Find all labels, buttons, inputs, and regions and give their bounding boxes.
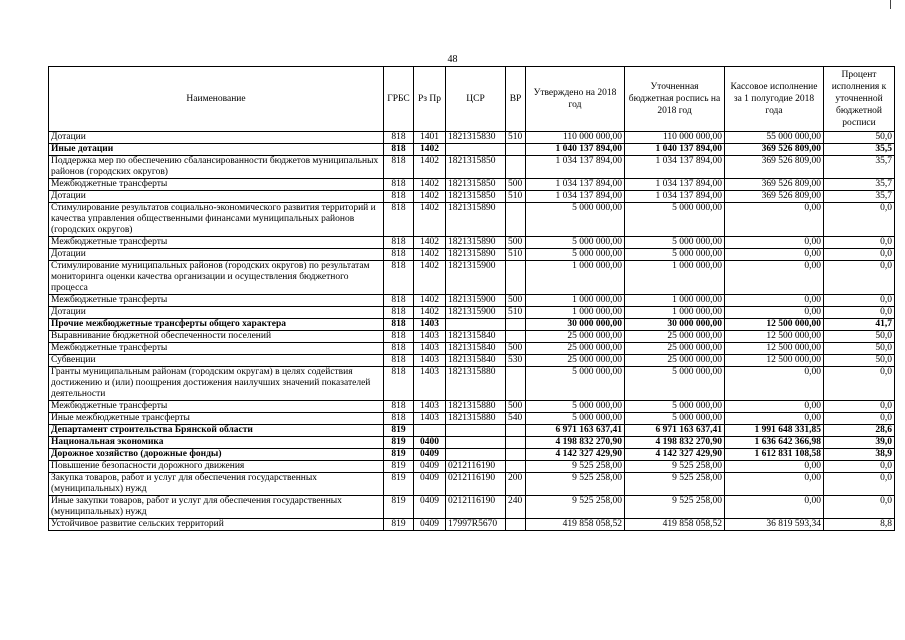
cell-name: Межбюджетные трансферты <box>49 237 384 249</box>
cell-percent: 0,0 <box>824 295 895 307</box>
cell-percent: 50,0 <box>824 343 895 355</box>
cell-refined: 5 000 000,00 <box>625 413 725 425</box>
cell-refined: 1 034 137 894,00 <box>625 179 725 191</box>
cell-refined: 1 000 000,00 <box>625 295 725 307</box>
cell-csr: 1821315840 <box>446 331 506 343</box>
cell-name: Прочие межбюджетные трансферты общего характера <box>49 319 384 331</box>
cell-cash: 0,00 <box>725 367 824 401</box>
cell-rzpr: 1402 <box>414 191 446 203</box>
cell-percent: 35,5 <box>824 144 895 156</box>
cell-grbs: 818 <box>384 367 414 401</box>
table-row <box>49 261 895 295</box>
cell-csr <box>446 144 506 156</box>
cell-name: Департамент строительства Брянской области <box>49 425 384 437</box>
cell-refined: 25 000 000,00 <box>625 331 725 343</box>
cell-approved: 5 000 000,00 <box>526 249 625 261</box>
cell-percent: 39,0 <box>824 437 895 449</box>
cell-approved: 4 198 832 270,90 <box>526 437 625 449</box>
cell-name: Закупка товаров, работ и услуг для обеспечения государственных (муниципальных) нужд <box>49 473 384 496</box>
cell-approved: 25 000 000,00 <box>526 343 625 355</box>
header-refined: Уточненная бюджетная роспись на 2018 год <box>625 67 725 132</box>
cell-percent: 0,0 <box>824 473 895 496</box>
cell-refined: 4 142 327 429,90 <box>625 449 725 461</box>
cell-rzpr: 1403 <box>414 319 446 331</box>
cell-grbs: 819 <box>384 519 414 531</box>
header-approved: Утверждено на 2018 год <box>526 67 625 132</box>
cell-refined: 4 198 832 270,90 <box>625 437 725 449</box>
cell-approved: 5 000 000,00 <box>526 367 625 401</box>
cell-name: Национальная экономика <box>49 437 384 449</box>
cell-grbs: 818 <box>384 144 414 156</box>
cell-grbs: 818 <box>384 319 414 331</box>
cell-csr: 1821315850 <box>446 191 506 203</box>
header-name: Наименование <box>49 67 384 132</box>
cell-grbs: 819 <box>384 496 414 519</box>
cell-vr: 200 <box>506 473 526 496</box>
cell-approved: 1 034 137 894,00 <box>526 179 625 191</box>
cell-percent: 0,0 <box>824 401 895 413</box>
table-row <box>49 331 895 343</box>
cell-vr: 510 <box>506 132 526 144</box>
cell-grbs: 818 <box>384 237 414 249</box>
cell-vr <box>506 449 526 461</box>
cell-percent: 0,0 <box>824 237 895 249</box>
cell-cash: 0,00 <box>725 461 824 473</box>
cell-vr: 540 <box>506 413 526 425</box>
cell-vr: 500 <box>506 343 526 355</box>
cell-grbs: 818 <box>384 249 414 261</box>
cell-approved: 1 034 137 894,00 <box>526 156 625 179</box>
cell-percent: 35,7 <box>824 191 895 203</box>
cell-name: Дотации <box>49 307 384 319</box>
table-row <box>49 156 895 179</box>
cell-csr: 1821315900 <box>446 295 506 307</box>
cell-rzpr: 1403 <box>414 401 446 413</box>
table-row <box>49 355 895 367</box>
cell-refined: 1 000 000,00 <box>625 307 725 319</box>
cell-vr <box>506 437 526 449</box>
header-vr: ВР <box>506 67 526 132</box>
cell-percent: 0,0 <box>824 203 895 237</box>
cell-grbs: 818 <box>384 413 414 425</box>
cell-name: Межбюджетные трансферты <box>49 295 384 307</box>
table-row <box>49 473 895 496</box>
cell-cash: 12 500 000,00 <box>725 355 824 367</box>
cell-cash: 12 500 000,00 <box>725 331 824 343</box>
cell-vr <box>506 461 526 473</box>
cell-grbs: 818 <box>384 355 414 367</box>
cell-csr: 1821315890 <box>446 237 506 249</box>
cell-name: Иные межбюджетные трансферты <box>49 413 384 425</box>
cell-refined: 1 034 137 894,00 <box>625 191 725 203</box>
cell-rzpr: 0400 <box>414 437 446 449</box>
cell-name: Гранты муниципальным районам (городским округам) в целях содействия достижению и (или) поощрения достижения наилучших значений показателей деятельности <box>49 367 384 401</box>
cell-rzpr: 1403 <box>414 343 446 355</box>
header-percent: Процент исполнения к уточненной бюджетной росписи <box>824 67 895 132</box>
cell-vr <box>506 156 526 179</box>
cell-approved: 5 000 000,00 <box>526 237 625 249</box>
cell-csr: 1821315900 <box>446 307 506 319</box>
cell-cash: 0,00 <box>725 295 824 307</box>
cell-csr: 0212116190 <box>446 496 506 519</box>
table-row <box>49 461 895 473</box>
cell-percent: 50,0 <box>824 331 895 343</box>
cell-name: Дорожное хозяйство (дорожные фонды) <box>49 449 384 461</box>
cell-refined: 419 858 058,52 <box>625 519 725 531</box>
cell-csr: 1821315880 <box>446 367 506 401</box>
cell-name: Иные дотации <box>49 144 384 156</box>
cell-cash: 55 000 000,00 <box>725 132 824 144</box>
cell-name: Дотации <box>49 249 384 261</box>
cell-refined: 5 000 000,00 <box>625 237 725 249</box>
cell-vr <box>506 425 526 437</box>
table-row <box>49 437 895 449</box>
cell-refined: 1 000 000,00 <box>625 261 725 295</box>
cell-vr <box>506 331 526 343</box>
cell-rzpr: 1402 <box>414 295 446 307</box>
cell-vr: 510 <box>506 249 526 261</box>
cell-percent: 50,0 <box>824 132 895 144</box>
cell-approved: 419 858 058,52 <box>526 519 625 531</box>
cell-csr <box>446 425 506 437</box>
table-row <box>49 519 895 531</box>
page-number: 48 <box>447 54 458 65</box>
cell-cash: 0,00 <box>725 473 824 496</box>
cell-approved: 1 000 000,00 <box>526 307 625 319</box>
table-row <box>49 449 895 461</box>
cell-approved: 6 971 163 637,41 <box>526 425 625 437</box>
cell-vr: 500 <box>506 401 526 413</box>
table-row <box>49 249 895 261</box>
cell-cash: 1 636 642 366,98 <box>725 437 824 449</box>
cell-grbs: 819 <box>384 461 414 473</box>
cell-csr <box>446 437 506 449</box>
table-row <box>49 343 895 355</box>
cell-cash: 0,00 <box>725 249 824 261</box>
table-row <box>49 295 895 307</box>
table-row <box>49 307 895 319</box>
cell-cash: 0,00 <box>725 413 824 425</box>
cell-csr: 1821315900 <box>446 261 506 295</box>
header-cash: Кассовое исполнение за 1 полугодие 2018 года <box>725 67 824 132</box>
cell-percent: 0,0 <box>824 261 895 295</box>
cell-rzpr: 1401 <box>414 132 446 144</box>
table-row <box>49 203 895 237</box>
cell-percent: 50,0 <box>824 355 895 367</box>
cell-rzpr: 1403 <box>414 355 446 367</box>
cell-vr: 500 <box>506 237 526 249</box>
cell-refined: 9 525 258,00 <box>625 473 725 496</box>
cell-percent: 8,8 <box>824 519 895 531</box>
cell-approved: 5 000 000,00 <box>526 413 625 425</box>
cell-approved: 1 000 000,00 <box>526 261 625 295</box>
cell-rzpr: 0409 <box>414 496 446 519</box>
cell-csr: 0212116190 <box>446 473 506 496</box>
cell-vr <box>506 261 526 295</box>
cell-cash: 1 991 648 331,85 <box>725 425 824 437</box>
table-row <box>49 179 895 191</box>
cell-name: Устойчивое развитие сельских территорий <box>49 519 384 531</box>
cell-approved: 5 000 000,00 <box>526 401 625 413</box>
cell-approved: 9 525 258,00 <box>526 473 625 496</box>
cell-vr <box>506 144 526 156</box>
cell-name: Повышение безопасности дорожного движения <box>49 461 384 473</box>
cell-vr <box>506 203 526 237</box>
cell-cash: 0,00 <box>725 307 824 319</box>
table-row <box>49 413 895 425</box>
cell-name: Межбюджетные трансферты <box>49 401 384 413</box>
cell-name: Межбюджетные трансферты <box>49 179 384 191</box>
table-header-row <box>49 67 895 132</box>
cell-name: Выравнивание бюджетной обеспеченности поселений <box>49 331 384 343</box>
cell-refined: 5 000 000,00 <box>625 249 725 261</box>
cell-grbs: 818 <box>384 203 414 237</box>
cell-refined: 5 000 000,00 <box>625 203 725 237</box>
cell-vr: 500 <box>506 179 526 191</box>
cell-cash: 36 819 593,34 <box>725 519 824 531</box>
table-row <box>49 319 895 331</box>
cell-csr: 1821315850 <box>446 179 506 191</box>
cell-vr: 510 <box>506 307 526 319</box>
cell-cash: 12 500 000,00 <box>725 343 824 355</box>
cell-rzpr: 1403 <box>414 367 446 401</box>
cell-approved: 25 000 000,00 <box>526 331 625 343</box>
cell-grbs: 818 <box>384 343 414 355</box>
cell-cash: 369 526 809,00 <box>725 179 824 191</box>
cell-refined: 1 034 137 894,00 <box>625 156 725 179</box>
table-row <box>49 425 895 437</box>
cell-refined: 30 000 000,00 <box>625 319 725 331</box>
cell-refined: 1 040 137 894,00 <box>625 144 725 156</box>
cell-name: Межбюджетные трансферты <box>49 343 384 355</box>
cell-approved: 30 000 000,00 <box>526 319 625 331</box>
cell-grbs: 818 <box>384 132 414 144</box>
cell-rzpr: 1402 <box>414 237 446 249</box>
cell-rzpr: 0409 <box>414 519 446 531</box>
cell-grbs: 818 <box>384 179 414 191</box>
cell-name: Стимулирование муниципальных районов (городских округов) по результатам мониторинга оценки качества организации и осуществления бюджетного процесса <box>49 261 384 295</box>
cell-rzpr: 1402 <box>414 144 446 156</box>
cell-csr: 0212116190 <box>446 461 506 473</box>
cell-approved: 25 000 000,00 <box>526 355 625 367</box>
cell-name: Поддержка мер по обеспечению сбалансированности бюджетов муниципальных районов (городских округов) <box>49 156 384 179</box>
cell-name: Дотации <box>49 132 384 144</box>
cell-vr <box>506 319 526 331</box>
header-csr: ЦСР <box>446 67 506 132</box>
cell-grbs: 818 <box>384 156 414 179</box>
cell-name: Иные закупки товаров, работ и услуг для обеспечения государственных (муниципальных) нужд <box>49 496 384 519</box>
cell-csr: 1821315830 <box>446 132 506 144</box>
cell-rzpr: 1402 <box>414 307 446 319</box>
cell-refined: 110 000 000,00 <box>625 132 725 144</box>
cell-rzpr: 1402 <box>414 203 446 237</box>
cell-csr: 1821315880 <box>446 401 506 413</box>
cell-name: Стимулирование результатов социально-экономического развития территорий и качества управления общественными финансами муниципальных районов (городских округов) <box>49 203 384 237</box>
table-row <box>49 367 895 401</box>
cell-vr: 530 <box>506 355 526 367</box>
cell-percent: 35,7 <box>824 179 895 191</box>
table-body <box>49 132 895 531</box>
cell-percent: 0,0 <box>824 367 895 401</box>
cell-grbs: 818 <box>384 331 414 343</box>
cell-percent: 0,0 <box>824 496 895 519</box>
table-row <box>49 132 895 144</box>
cell-cash: 0,00 <box>725 261 824 295</box>
cell-grbs: 818 <box>384 401 414 413</box>
cell-approved: 9 525 258,00 <box>526 461 625 473</box>
cell-vr <box>506 519 526 531</box>
cell-approved: 5 000 000,00 <box>526 203 625 237</box>
cell-grbs: 819 <box>384 449 414 461</box>
cell-grbs: 818 <box>384 307 414 319</box>
cell-csr: 1821315850 <box>446 156 506 179</box>
cell-vr: 240 <box>506 496 526 519</box>
cell-refined: 25 000 000,00 <box>625 355 725 367</box>
cell-refined: 6 971 163 637,41 <box>625 425 725 437</box>
cell-cash: 0,00 <box>725 496 824 519</box>
cell-name: Субвенции <box>49 355 384 367</box>
cell-csr: 1821315890 <box>446 249 506 261</box>
cell-cash: 0,00 <box>725 401 824 413</box>
cell-vr <box>506 367 526 401</box>
cell-approved: 110 000 000,00 <box>526 132 625 144</box>
cell-csr: 1821315890 <box>446 203 506 237</box>
cell-percent: 41,7 <box>824 319 895 331</box>
table-row <box>49 144 895 156</box>
cell-csr <box>446 319 506 331</box>
budget-table <box>48 66 895 531</box>
table-row <box>49 191 895 203</box>
cell-csr: 17997R5670 <box>446 519 506 531</box>
cell-percent: 38,9 <box>824 449 895 461</box>
cell-percent: 35,7 <box>824 156 895 179</box>
cell-cash: 0,00 <box>725 237 824 249</box>
cell-cash: 1 612 831 108,58 <box>725 449 824 461</box>
cell-cash: 369 526 809,00 <box>725 156 824 179</box>
cell-rzpr: 0409 <box>414 461 446 473</box>
cell-rzpr: 0409 <box>414 473 446 496</box>
table-row <box>49 401 895 413</box>
cell-cash: 0,00 <box>725 203 824 237</box>
cell-name: Дотации <box>49 191 384 203</box>
cell-grbs: 819 <box>384 437 414 449</box>
header-rzpr: Рз Пр <box>414 67 446 132</box>
cell-refined: 9 525 258,00 <box>625 496 725 519</box>
cell-percent: 0,0 <box>824 413 895 425</box>
cell-approved: 1 034 137 894,00 <box>526 191 625 203</box>
cell-refined: 25 000 000,00 <box>625 343 725 355</box>
cell-approved: 1 000 000,00 <box>526 295 625 307</box>
cell-rzpr: 1402 <box>414 249 446 261</box>
cell-approved: 1 040 137 894,00 <box>526 144 625 156</box>
cell-cash: 369 526 809,00 <box>725 144 824 156</box>
cell-csr <box>446 449 506 461</box>
cell-vr: 500 <box>506 295 526 307</box>
table-row <box>49 496 895 519</box>
cell-refined: 5 000 000,00 <box>625 367 725 401</box>
cell-cash: 12 500 000,00 <box>725 319 824 331</box>
cell-grbs: 818 <box>384 261 414 295</box>
cell-cash: 369 526 809,00 <box>725 191 824 203</box>
cell-rzpr: 1402 <box>414 179 446 191</box>
cell-vr: 510 <box>506 191 526 203</box>
cell-csr: 1821315840 <box>446 343 506 355</box>
cell-grbs: 818 <box>384 295 414 307</box>
cell-rzpr: 1403 <box>414 331 446 343</box>
cell-approved: 9 525 258,00 <box>526 496 625 519</box>
cell-rzpr: 0409 <box>414 449 446 461</box>
cell-rzpr: 1403 <box>414 413 446 425</box>
cell-rzpr: 1402 <box>414 261 446 295</box>
cell-grbs: 819 <box>384 473 414 496</box>
cell-percent: 0,0 <box>824 307 895 319</box>
cell-percent: 0,0 <box>824 461 895 473</box>
cell-csr: 1821315880 <box>446 413 506 425</box>
table-row <box>49 237 895 249</box>
cell-grbs: 819 <box>384 425 414 437</box>
cell-grbs: 818 <box>384 191 414 203</box>
cell-rzpr: 1402 <box>414 156 446 179</box>
cell-percent: 28,6 <box>824 425 895 437</box>
cell-refined: 5 000 000,00 <box>625 401 725 413</box>
cell-rzpr <box>414 425 446 437</box>
header-grbs: ГРБС <box>384 67 414 132</box>
cell-percent: 0,0 <box>824 249 895 261</box>
cell-approved: 4 142 327 429,90 <box>526 449 625 461</box>
cell-refined: 9 525 258,00 <box>625 461 725 473</box>
cell-csr: 1821315840 <box>446 355 506 367</box>
scan-edge-mark <box>890 0 891 9</box>
